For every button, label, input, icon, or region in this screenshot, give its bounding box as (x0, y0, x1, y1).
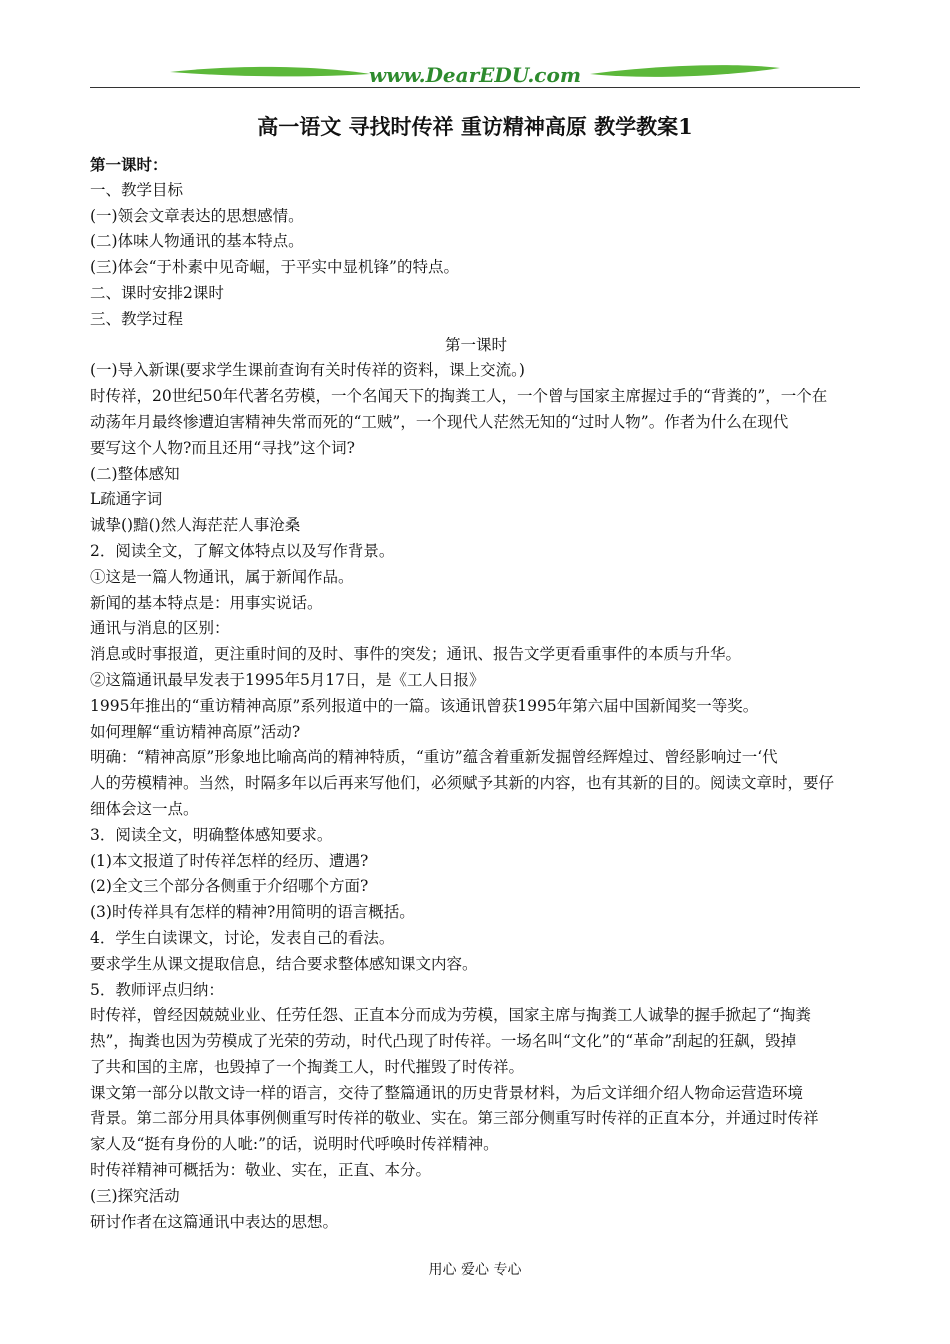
text-line: 时传祥，20世纪50年代著名劳模，一个名闻天下的掏粪工人，一个曾与国家主席握过手的“背粪的”，一个在 (90, 387, 828, 406)
text-line: (3)时传祥具有怎样的精神?用简明的语言概括。 (90, 903, 415, 922)
page-footer: 用心 爱心 专心 (428, 1262, 522, 1278)
text-line: 4．学生白读课文，讨论，发表自己的看法。 (90, 928, 395, 947)
header-swoosh-logo (90, 58, 860, 94)
text-line: 细体会这一点。 (90, 799, 199, 818)
text-line: 人的劳模精神。当然，时隔多年以后再来写他们，必须赋予其新的内容，也有其新的目的。阅读文章时，要仔 (90, 774, 835, 793)
text-line: 动荡年月最终惨遭迫害精神失常而死的“工贼”，一个现代人茫然无知的“过时人物”。作者为什么在现代 (90, 412, 789, 431)
header-divider (90, 87, 860, 88)
text-line: 研讨作者在这篇通讯中表达的思想。 (90, 1212, 339, 1231)
text-line: 5．教师评点归纳： (90, 980, 224, 999)
text-line: 第一课时 (444, 335, 507, 354)
text-line: 要写这个人物?而且还用“寻找”这个词? (90, 438, 355, 457)
text-line: (2)全文三个部分各侧重于介绍哪个方面? (90, 877, 369, 896)
text-line: (一)导入新课(要求学生课前查询有关时传祥的资料，课上交流。) (90, 361, 525, 380)
text-line: (三)探究活动 (90, 1186, 180, 1205)
text-line: (二)体味人物通讯的基本特点。 (90, 232, 304, 251)
text-line: 三、教学过程 (90, 309, 184, 328)
document-title: 高一语文 寻找时传祥 重访精神高原 教学教案1 (257, 114, 693, 139)
text-line: 通讯与消息的区别： (90, 619, 230, 638)
text-line: 了共和国的主席，也毁掉了一个掏粪工人，时代摧毁了时传祥。 (90, 1057, 525, 1076)
text-line: 明确：“精神高原”形象地比喻高尚的精神特质，“重访”蕴含着重新发掘曾经辉煌过、曾经影响过一‘代 (90, 748, 778, 767)
text-line: 时传祥，曾经因兢兢业业、任劳任怨、正直本分而成为劳模，国家主席与掏粪工人诚挚的握手掀起了“掏粪 (90, 1006, 811, 1025)
text-line: 二、课时安排2课时 (90, 283, 224, 302)
right-swoosh-icon (590, 65, 780, 77)
document-body (90, 152, 862, 1235)
text-line: 课文第一部分以散文诗一样的语言，交待了整篇通讯的历史背景材料，为后文详细介绍人物命运营造环境 (90, 1083, 804, 1102)
text-line: 诚挚()黯()然人海茫茫人事沧桑 (90, 516, 301, 535)
text-line: 2．阅读全文，了解文体特点以及写作背景。 (90, 541, 395, 560)
text-line: (1)本文报道了时传祥怎样的经历、遭遇? (90, 851, 369, 870)
text-line: 背景。第二部分用具体事例侧重写时传祥的敬业、实在。第三部分侧重写时传祥的正直本分，并通过时传祥 (90, 1109, 819, 1128)
text-line: L疏通字词 (90, 490, 163, 509)
site-header-banner (90, 58, 860, 94)
text-line: (二)整体感知 (90, 464, 180, 483)
text-line: ①这是一篇人物通讯，属于新闻作品。 (90, 567, 354, 586)
text-line: 第一课时： (90, 155, 168, 174)
text-line: 如何理解“重访精神高原”活动? (90, 722, 301, 741)
text-line: 消息或时事报道，更注重时间的及时、事件的突发；通讯、报告文学更看重事件的本质与升华。 (90, 645, 742, 664)
text-line: ②这篇通讯最早发表于1995年5月17日，是《工人日报》 (90, 670, 485, 689)
text-line: 家人及“挺有身份的人呲:”的话，说明时代呼唤时传祥精神。 (90, 1135, 499, 1154)
text-line: (三)体会“于朴素中见奇崛，于平实中显机锋”的特点。 (90, 258, 459, 277)
text-line: 1995年推出的“重访精神高原”系列报道中的一篇。该通讯曾获1995年第六届中国新闻奖一等奖。 (90, 696, 759, 715)
text-line: (一)领会文章表达的思想感情。 (90, 206, 304, 225)
text-line: 新闻的基本特点是：用事实说话。 (90, 593, 323, 612)
text-line: 热”，掏粪也因为劳模成了光荣的劳动，时代凸现了时传祥。一场名叫“文化”的“革命”刮起的狂飙，毁掉 (90, 1032, 797, 1051)
site-name: www.DearEDU.com (368, 63, 582, 87)
text-line: 3．阅读全文，明确整体感知要求。 (90, 825, 333, 844)
text-line: 要求学生从课文提取信息，结合要求整体感知课文内容。 (90, 954, 478, 973)
left-swoosh-icon (170, 67, 370, 76)
text-line: 一、教学目标 (90, 180, 184, 199)
text-line: 时传祥精神可概括为：敬业、实在，正直、本分。 (90, 1161, 432, 1180)
